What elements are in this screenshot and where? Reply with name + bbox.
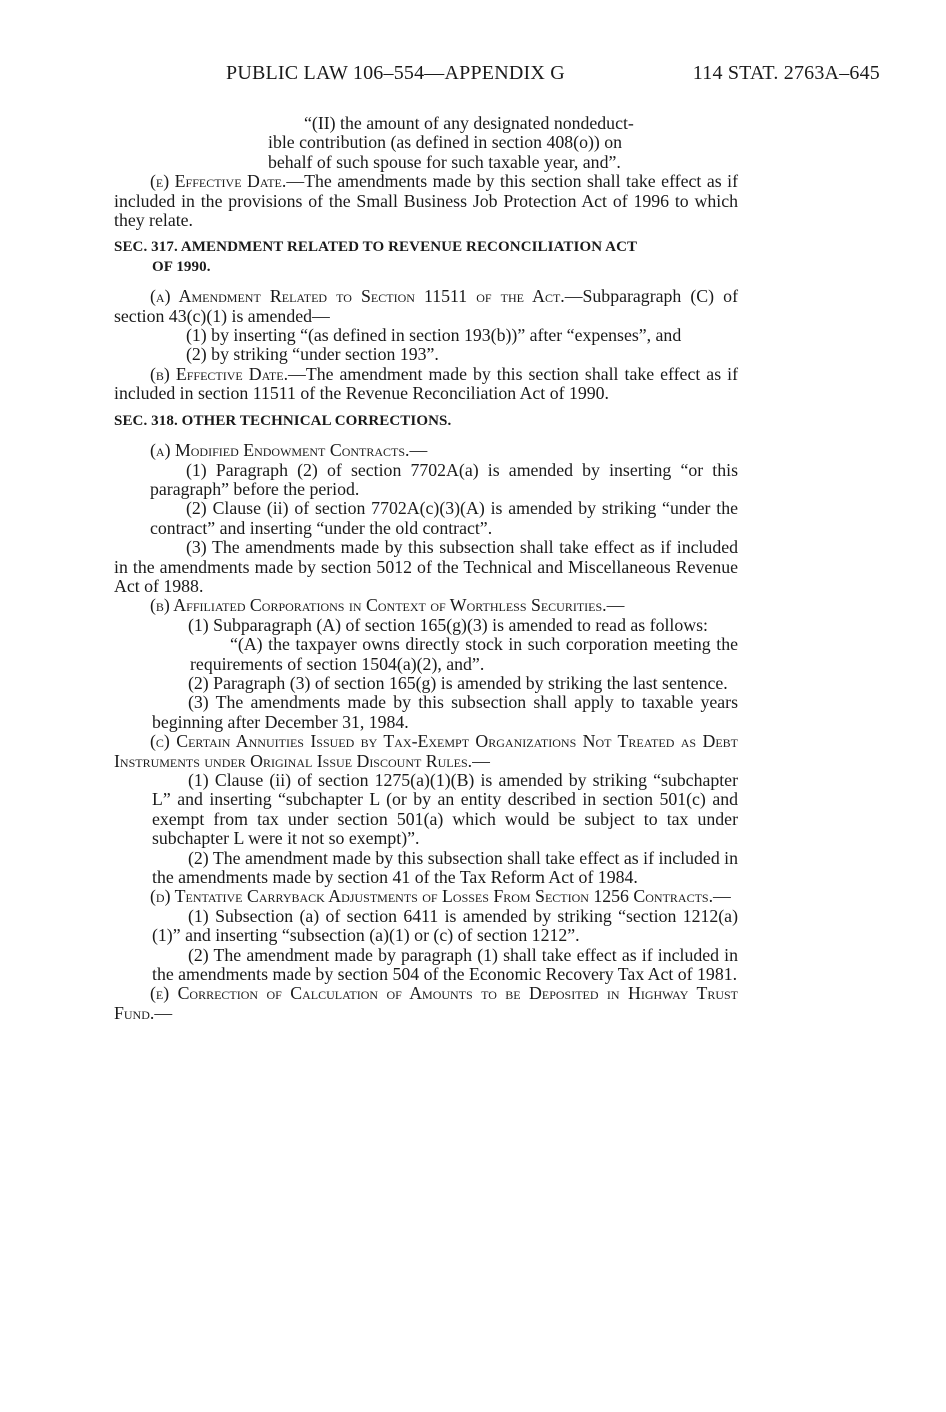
body-text [114,114,738,1023]
paragraph: (2) Clause (ii) of section 7702A(c)(3)(A) is amended by striking “under the contract” and inserting “under the old contract”. [150,498,738,538]
subsection-heading: (e) Effective Date. [150,171,287,192]
section-heading: SEC. 318. OTHER TECHNICAL CORRECTIONS. [114,412,452,429]
header-title: PUBLIC LAW 106–554—APPENDIX G [226,62,565,84]
quoted-text: “(A) the taxpayer owns directly stock in such corporation meeting the requirements of section 1504(a)(2), and”. [190,634,738,674]
paragraph: (d) Tentative Carryback Adjustments of Losses From Section 1256 Contracts.— [150,886,731,907]
paragraph: (e) Effective Date.—The amendments made by this section shall take effect as if included in the provisions of the Small Business Job Protection Act of 1996 to which they relate. [114,171,738,231]
subsection-heading: (c) Certain Annuities Issued by Tax-Exempt Organizations Not Treated as Debt Instruments under Original Issue Discount Rules. [114,731,738,771]
subsection-heading: (d) Tentative Carryback Adjustments of Losses From Section 1256 Contracts. [150,886,714,907]
paragraph: (3) The amendments made by this subsection shall apply to taxable years beginning after December 31, 1984. [152,692,738,732]
paragraph: (3) The amendments made by this subsection shall take effect as if included in the amendments made by section 5012 of the Technical and Miscellaneous Revenue Act of 1988. [114,537,738,596]
subsection-heading: (b) Effective Date. [150,363,289,384]
paragraph: (2) Paragraph (3) of section 165(g) is amended by striking the last sentence. [188,672,728,693]
paragraph: (2) The amendment made by paragraph (1) shall take effect as if included in the amendments made by section 504 of the Economic Recovery Tax Act of 1981. [152,944,738,985]
paragraph: (e) Correction of Calculation of Amounts to be Deposited in Highway Trust Fund.— [114,983,738,1023]
subsection-heading: (a) Modified Endowment Contracts. [150,440,410,461]
paragraph: (1) by inserting “(as defined in section 193(b))” after “expenses”, and [186,325,682,346]
paragraph: (b) Effective Date.—The amendment made by this section shall take effect as if included in section 11511 of the Revenue Reconciliation Act of 1990. [114,363,738,404]
subsection-heading: (a) Amendment Related to Section 11511 of the Act. [150,286,565,307]
paragraph: (2) The amendment made by this subsection shall take effect as if included in the amendments made by section 41 of the Tax Reform Act of 1984. [152,847,738,888]
paragraph: (1) Clause (ii) of section 1275(a)(1)(B) is amended by striking “subchapter L” and inserting “subchapter L (or by an entity described in section 501(c) and exempt from tax under section 501(a) which would be subject to tax under subchapter L were it not so exempt)”. [152,770,738,849]
paragraph: (b) Affiliated Corporations in Context of Worthless Securities.— [150,595,625,616]
paragraph: (1) Paragraph (2) of section 7702A(a) is amended by inserting “or this paragraph” before the period. [150,459,738,499]
paragraph: (2) by striking “under section 193”. [186,344,439,365]
subsection-heading: (b) Affiliated Corporations in Context of Worthless Securities. [150,595,607,616]
paragraph: (1) Subparagraph (A) of section 165(g)(3) is amended to read as follows: [188,614,708,635]
header-stat-citation: 114 STAT. 2763A–645 [692,62,880,84]
paragraph: “(II) the amount of any designated nondeduct- ible contribution (as defined in section 408(o)) on behalf of such spouse for such taxable year, and”. [268,113,634,172]
subsection-heading: (e) Correction of Calculation of Amounts to be Deposited in Highway Trust Fund. [114,983,738,1023]
running-header [226,62,880,85]
paragraph: (a) Amendment Related to Section 11511 of the Act.—Subparagraph (C) of section 43(c)(1) is amended— [114,286,738,326]
section-heading: SEC. 317. AMENDMENT RELATED TO REVENUE RECONCILIATION ACT OF 1990. [114,239,638,275]
paragraph: (a) Modified Endowment Contracts.— [150,440,428,461]
paragraph: (1) Subsection (a) of section 6411 is amended by striking “section 1212(a)(1)” and inserting “subsection (a)(1) or (c) of section 1212”. [152,905,738,946]
paragraph: (c) Certain Annuities Issued by Tax-Exempt Organizations Not Treated as Debt Instruments under Original Issue Discount Rules.— [114,731,738,771]
